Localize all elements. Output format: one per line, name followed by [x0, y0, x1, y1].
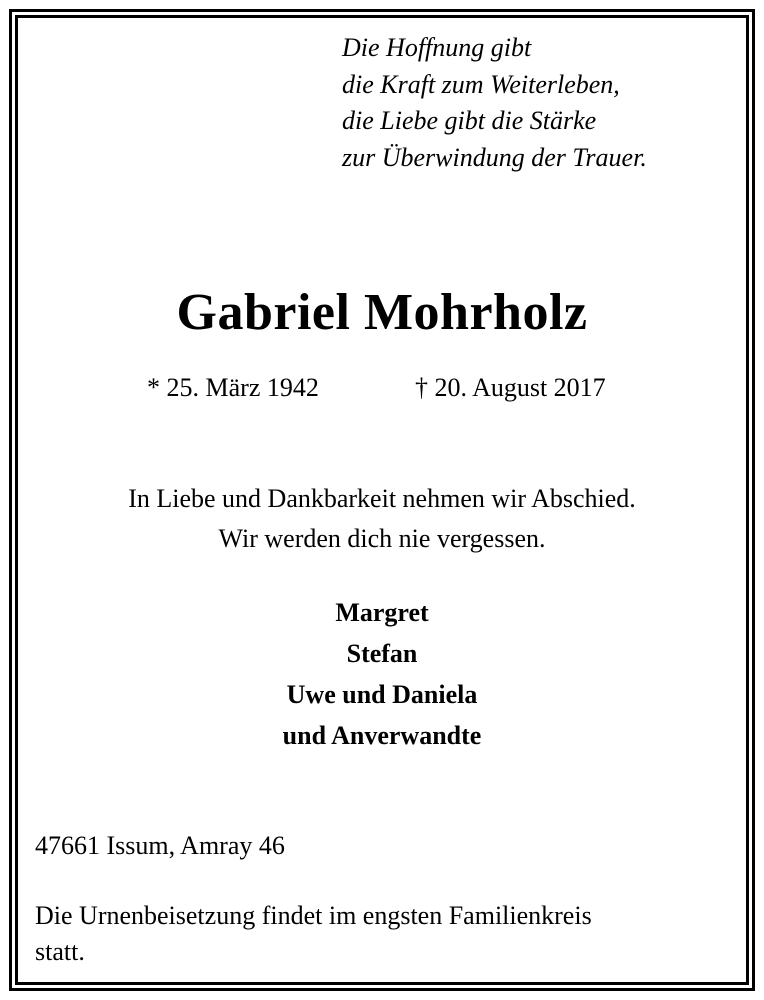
notice-line: statt.: [35, 937, 85, 966]
mourner-name: und Anverwandte: [282, 721, 482, 750]
farewell-message: [0, 479, 764, 559]
death-date: † 20. August 2017: [415, 373, 606, 402]
quote-line: die Liebe gibt die Stärke: [342, 106, 597, 135]
quote-line: die Kraft zum Weiterleben,: [342, 69, 620, 99]
birth-date: * 25. März 1942: [147, 373, 319, 402]
family-address: 47661 Issum, Amray 46: [35, 831, 285, 860]
mourner-name: Margret: [335, 598, 429, 627]
quote-line: Die Hoffnung gibt: [342, 33, 532, 62]
message-line: In Liebe und Dankbarkeit nehmen wir Abschied.: [128, 484, 636, 513]
quote-line: zur Überwindung der Trauer.: [342, 142, 647, 172]
mourner-name: Stefan: [346, 639, 418, 668]
message-line: Wir werden dich nie vergessen.: [218, 524, 546, 553]
mourner-name: Uwe und Daniela: [286, 680, 478, 709]
notice-line: Die Urnenbeisetzung findet im engsten Familienkreis: [35, 901, 592, 930]
mourners-list: [0, 592, 764, 756]
burial-notice: [35, 898, 735, 970]
epigraph-quote: [342, 30, 647, 176]
deceased-name: Gabriel Mohrholz: [176, 284, 588, 341]
